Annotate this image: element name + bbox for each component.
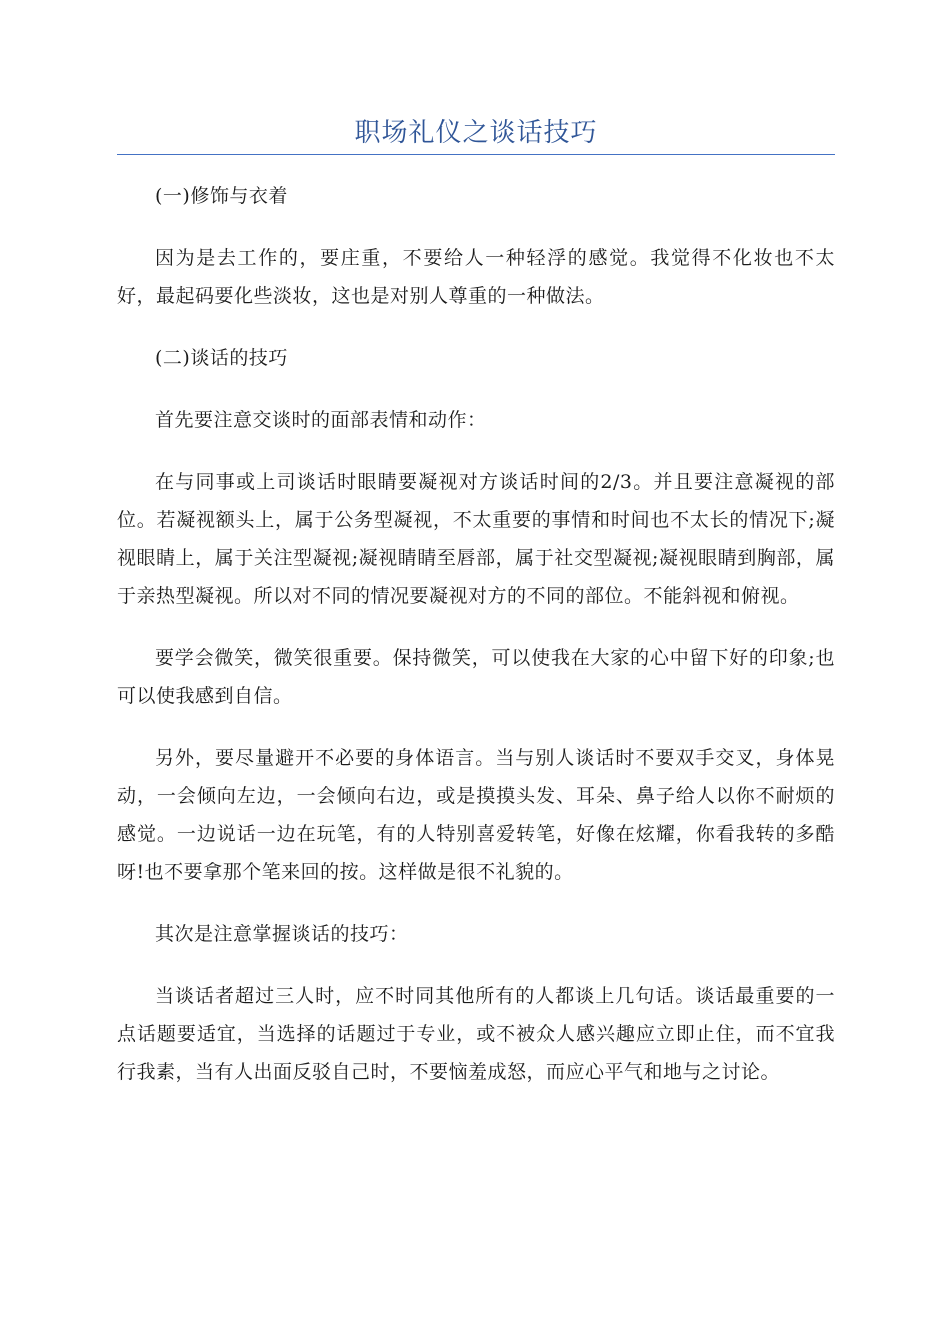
paragraph: 要学会微笑，微笑很重要。保持微笑，可以使我在大家的心中留下好的印象;也可以使我感到自信。 [117,647,835,707]
paragraph: 在与同事或上司谈话时眼睛要凝视对方谈话时间的2/3。并且要注意凝视的部位。若凝视额头上，属于公务型凝视，不太重要的事情和时间也不太长的情况下;凝视眼睛上，属于关注型凝视;凝视睛睛至唇部，属于社交型凝视;凝视眼睛到胸部，属于亲热型凝视。所以对不同的情况要凝视对方的不同的部位。不能斜视和俯视。 [117,471,835,607]
section-heading-attire: (一)修饰与衣着 [155,185,288,207]
paragraph: 首先要注意交谈时的面部表情和动作： [155,409,487,431]
title-underline [117,154,835,155]
paragraph: 当谈话者超过三人时，应不时同其他所有的人都谈上几句话。谈话最重要的一点话题要适宜，当选择的话题过于专业，或不被众人感兴趣应立即止住，而不宜我行我素，当有人出面反驳自己时，不要恼羞成怒，而应心平气和地与之讨论。 [117,985,835,1083]
paragraph: 另外，要尽量避开不必要的身体语言。当与别人谈话时不要双手交叉，身体晃动，一会倾向左边，一会倾向右边，或是摸摸头发、耳朵、鼻子给人以你不耐烦的感觉。一边说话一边在玩笔，有的人特别喜爱转笔，好像在炫耀，你看我转的多酷呀!也不要拿那个笔来回的按。这样做是很不礼貌的。 [117,747,835,883]
section-heading-conversation: (二)谈话的技巧 [155,347,288,369]
paragraph: 其次是注意掌握谈话的技巧： [155,923,409,945]
document-body [117,177,835,1091]
document-title: 职场礼仪之谈话技巧 [354,118,598,148]
document-page [117,0,835,1115]
paragraph: 因为是去工作的，要庄重，不要给人一种轻浮的感觉。我觉得不化妆也不太好，最起码要化些淡妆，这也是对别人尊重的一种做法。 [117,247,835,307]
